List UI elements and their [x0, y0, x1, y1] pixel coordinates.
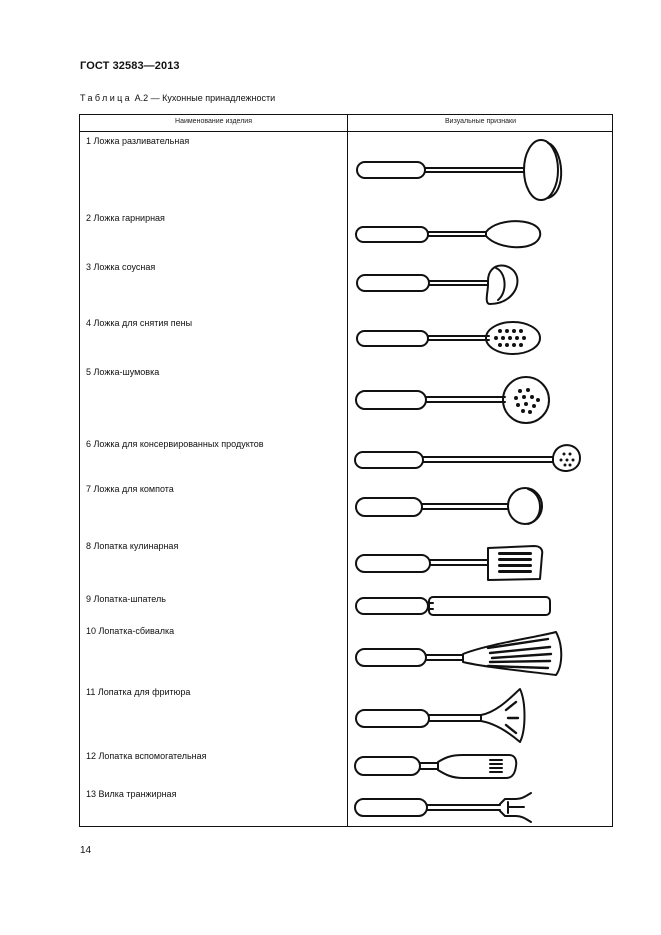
canned-food-spoon-holes [560, 453, 575, 467]
frying-spatula-slots [506, 702, 518, 733]
skimmer-icon [356, 377, 549, 423]
scraper-spatula-icon [356, 597, 550, 615]
caption-label: Таблица [80, 93, 133, 103]
row-name-1: 1 Ложка разливательная [86, 136, 190, 146]
foam-spoon-holes [494, 329, 526, 347]
caption-title: — Кухонные принадлежности [150, 93, 276, 103]
utensil-illustrations [348, 132, 613, 827]
canned-food-spoon-icon [355, 445, 580, 471]
frying-spatula-icon [356, 689, 525, 742]
row-name-2: 2 Ложка гарнирная [86, 213, 165, 223]
row-name-12: 12 Лопатка вспомогательная [86, 751, 207, 761]
whisk-spatula-icon [356, 632, 561, 675]
carving-fork-icon [355, 793, 531, 822]
row-name-7: 7 Ложка для компота [86, 484, 174, 494]
cooking-spatula-icon [356, 546, 542, 580]
skimmer-holes [514, 388, 540, 414]
cooking-spatula-slots [498, 552, 532, 573]
foam-spoon-icon [357, 322, 540, 354]
row-name-11: 11 Лопатка для фритюра [86, 687, 191, 697]
caption-number: А.2 [134, 93, 149, 103]
row-name-5: 5 Ложка-шумовка [86, 367, 160, 377]
row-name-6: 6 Ложка для консервированных продуктов [86, 439, 264, 449]
auxiliary-spatula-icon [355, 755, 516, 778]
row-name-9: 9 Лопатка-шпатель [86, 594, 166, 604]
row-name-8: 8 Лопатка кулинарная [86, 541, 179, 551]
ladle-icon [357, 140, 561, 200]
row-name-13: 13 Вилка транжирная [86, 789, 177, 799]
page-number: 14 [80, 845, 92, 856]
column-header-name: Наименование изделия [175, 118, 252, 125]
document-header: ГОСТ 32583—2013 [80, 60, 180, 72]
kitchen-utensils-table [79, 114, 613, 827]
serving-spoon-icon [356, 221, 540, 247]
row-name-10: 10 Лопатка-сбивалка [86, 626, 175, 636]
column-header-visual: Визуальные признаки [444, 118, 517, 125]
compote-spoon-icon [356, 488, 542, 524]
sauce-spoon-icon [357, 265, 517, 304]
table-caption [80, 93, 275, 103]
row-name-3: 3 Ложка соусная [86, 262, 156, 272]
auxiliary-spatula-slots [490, 760, 502, 772]
row-name-4: 4 Ложка для снятия пены [86, 318, 193, 328]
